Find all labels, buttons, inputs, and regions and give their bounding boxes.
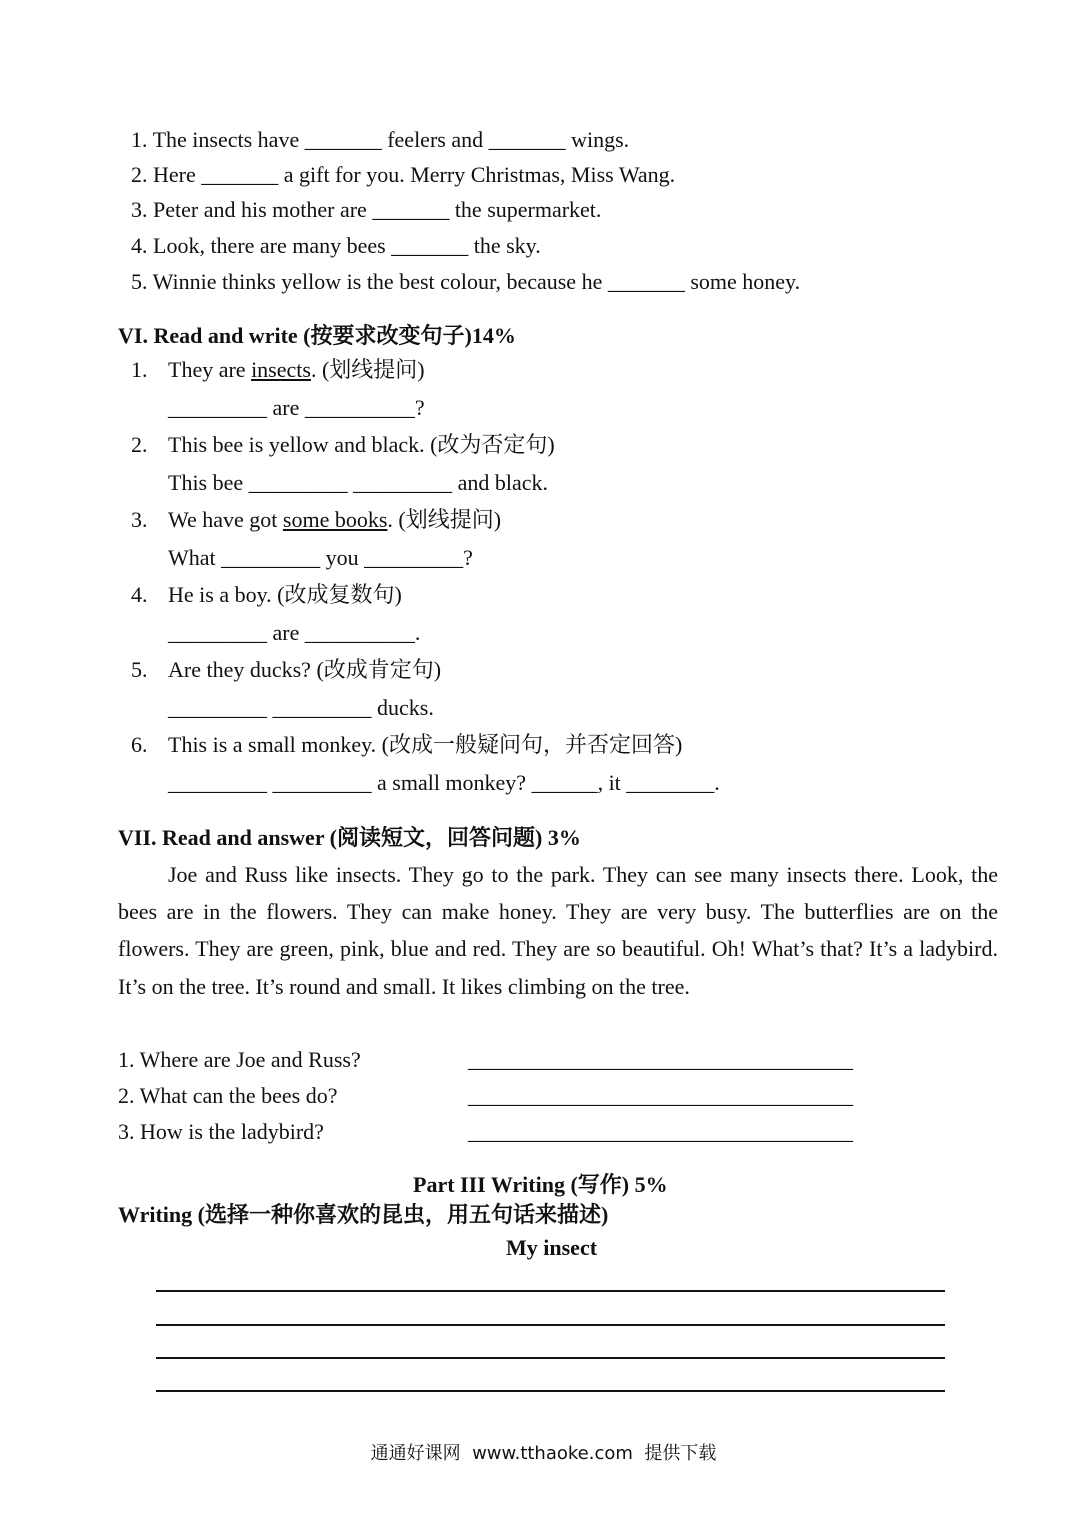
s6-item-1-pre: They are [168, 357, 252, 382]
s6-item-1-number: 1. [131, 357, 148, 382]
answer-blank-3: ___________________________________ [468, 1119, 853, 1144]
s6-item-2-question: This bee is yellow and black. (改为否定句) [168, 432, 555, 457]
part-3-heading: Part III Writing (写作) 5% [413, 1172, 668, 1197]
fill-in-item-3: 3. Peter and his mother are _______ the supermarket. [131, 197, 602, 222]
s6-item-3-post: . (划线提问) [387, 507, 502, 532]
question-1: 1. Where are Joe and Russ? [118, 1047, 361, 1072]
writing-line-3 [156, 1357, 945, 1359]
s6-item-1-answer: _________ are __________? [168, 395, 425, 420]
section-7-heading: VII. Read and answer (阅读短文，回答问题) 3% [118, 825, 581, 850]
writing-line-2 [156, 1324, 945, 1326]
s6-item-2-answer: This bee _________ _________ and black. [168, 470, 549, 495]
s6-item-2-number: 2. [131, 432, 148, 457]
writing-line-4 [156, 1390, 945, 1392]
s6-item-5-question: Are they ducks? (改成肯定句) [168, 657, 442, 682]
s6-item-6-answer: _________ _________ a small monkey? ______, it ________. [168, 770, 720, 795]
s6-item-4-question: He is a boy. (改成复数句) [168, 582, 402, 607]
reading-passage: Joe and Russ like insects. They go to the park. They can see many insects there. Look, the bees are in the flowers. They can make honey. They are very busy. The butterflies are on the flowers. They are green, pink, blue and red. They are so beautiful. Oh! What’s that? It’s a ladybird. It’s on the tree. It’s round and small. It likes climbing on the tree. [118, 862, 998, 999]
writing-line-1 [156, 1290, 945, 1292]
s6-item-3-number: 3. [131, 507, 148, 532]
fill-in-item-1: 1. The insects have _______ feelers and _______ wings. [131, 127, 630, 152]
s6-item-6-number: 6. [131, 732, 148, 757]
s6-item-1-post: . (划线提问) [310, 357, 425, 382]
s6-item-1-question [168, 357, 425, 383]
answer-blank-1: ___________________________________ [468, 1047, 853, 1072]
s6-item-6-question: This is a small monkey. (改成一般疑问句，并否定回答) [168, 732, 683, 757]
fill-in-item-4: 4. Look, there are many bees _______ the sky. [131, 233, 541, 258]
section-6-heading: VI. Read and write (按要求改变句子)14% [118, 323, 516, 348]
writing-title: My insect [506, 1235, 598, 1260]
question-3: 3. How is the ladybird? [118, 1119, 324, 1144]
s6-item-1-underlined: insects [251, 357, 311, 382]
writing-instruction: Writing (选择一种你喜欢的昆虫，用五句话来描述) [118, 1202, 609, 1227]
s6-item-4-answer: _________ are __________. [168, 620, 421, 645]
footer: 通通好课网 www.tthaoke.com 提供下载 [370, 1443, 717, 1464]
s6-item-3-underlined: some books [282, 507, 388, 532]
s6-item-3-answer: What _________ you _________? [168, 545, 473, 570]
fill-in-item-2: 2. Here _______ a gift for you. Merry Christmas, Miss Wang. [131, 162, 676, 187]
s6-item-5-answer: _________ _________ ducks. [168, 695, 434, 720]
answer-blank-2: ___________________________________ [468, 1083, 853, 1108]
s6-item-4-number: 4. [131, 582, 148, 607]
fill-in-item-5: 5. Winnie thinks yellow is the best colour, because he _______ some honey. [131, 269, 801, 294]
question-2: 2. What can the bees do? [118, 1083, 338, 1108]
s6-item-3-pre: We have got [168, 507, 283, 532]
s6-item-5-number: 5. [131, 657, 148, 682]
s6-item-3-question [168, 507, 501, 533]
